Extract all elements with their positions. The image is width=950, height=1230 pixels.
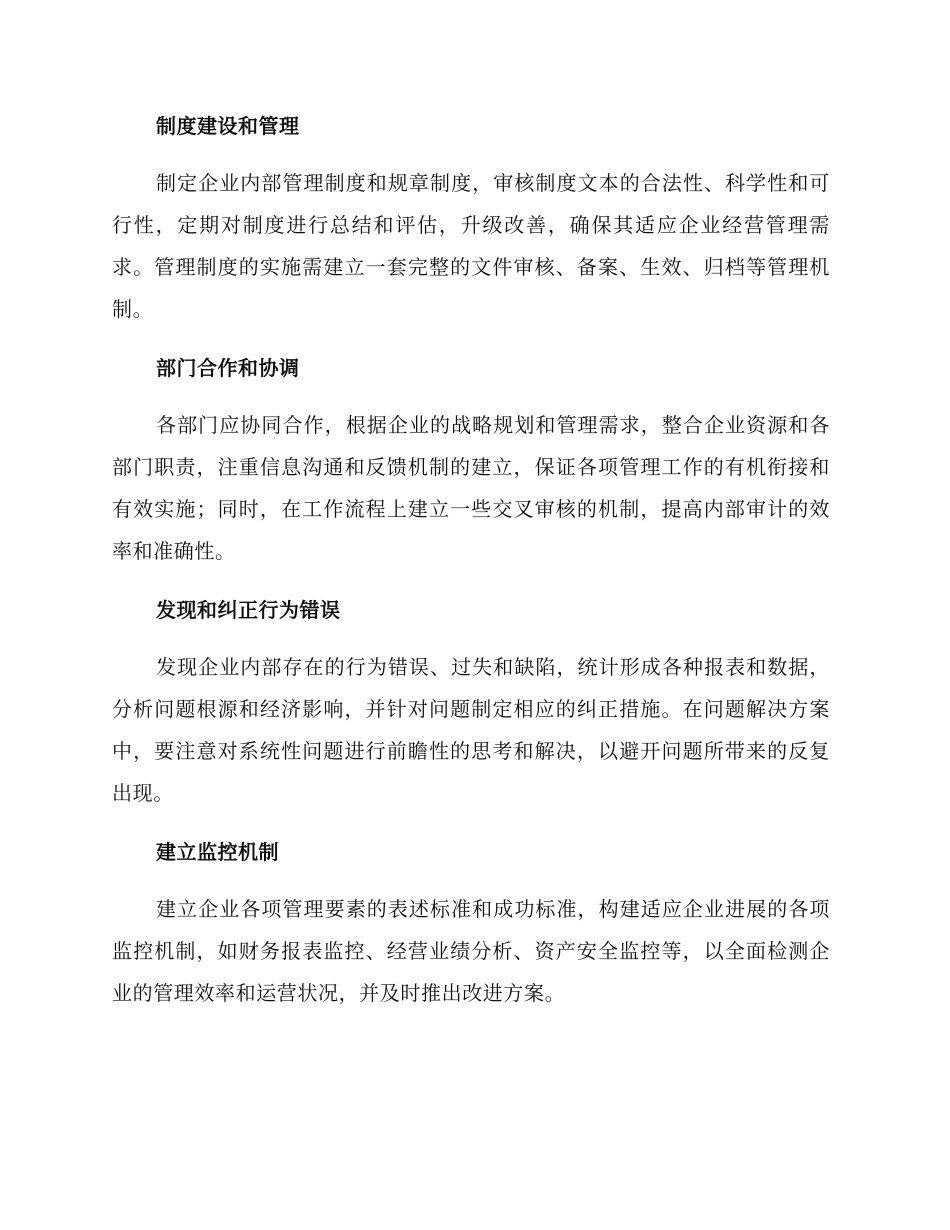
section-paragraph: 发现企业内部存在的行为错误、过失和缺陷，统计形成各种报表和数据，分析问题根源和经济影响，并针对问题制定相应的纠正措施。在问题解决方案中，要注意对系统性问题进行前瞻性的思考和解决，以避开问题所带来的反复出现。 [112,655,830,805]
section-error-correction [112,592,830,814]
section-monitoring-mechanism [112,834,830,1014]
section-heading: 发现和纠正行为错误 [156,598,341,622]
document-content [112,108,830,1034]
section-department-cooperation [112,350,830,572]
section-heading: 部门合作和协调 [156,356,300,380]
section-paragraph: 制定企业内部管理制度和规章制度，审核制度文本的合法性、科学性和可行性，定期对制度进行总结和评估，升级改善，确保其适应企业经营管理需求。管理制度的实施需建立一套完整的文件审核、备案、生效、归档等管理机制。 [112,171,830,321]
section-heading: 制度建设和管理 [156,114,300,138]
section-paragraph: 各部门应协同合作，根据企业的战略规划和管理需求，整合企业资源和各部门职责，注重信息沟通和反馈机制的建立，保证各项管理工作的有机衔接和有效实施；同时，在工作流程上建立一些交叉审核的机制，提高内部审计的效率和准确性。 [112,413,830,563]
section-heading: 建立监控机制 [156,840,279,864]
section-system-building [112,108,830,330]
section-paragraph: 建立企业各项管理要素的表述标准和成功标准，构建适应企业进展的各项监控机制，如财务报表监控、经营业绩分析、资产安全监控等，以全面检测企业的管理效率和运营状况，并及时推出改进方案。 [112,897,830,1005]
